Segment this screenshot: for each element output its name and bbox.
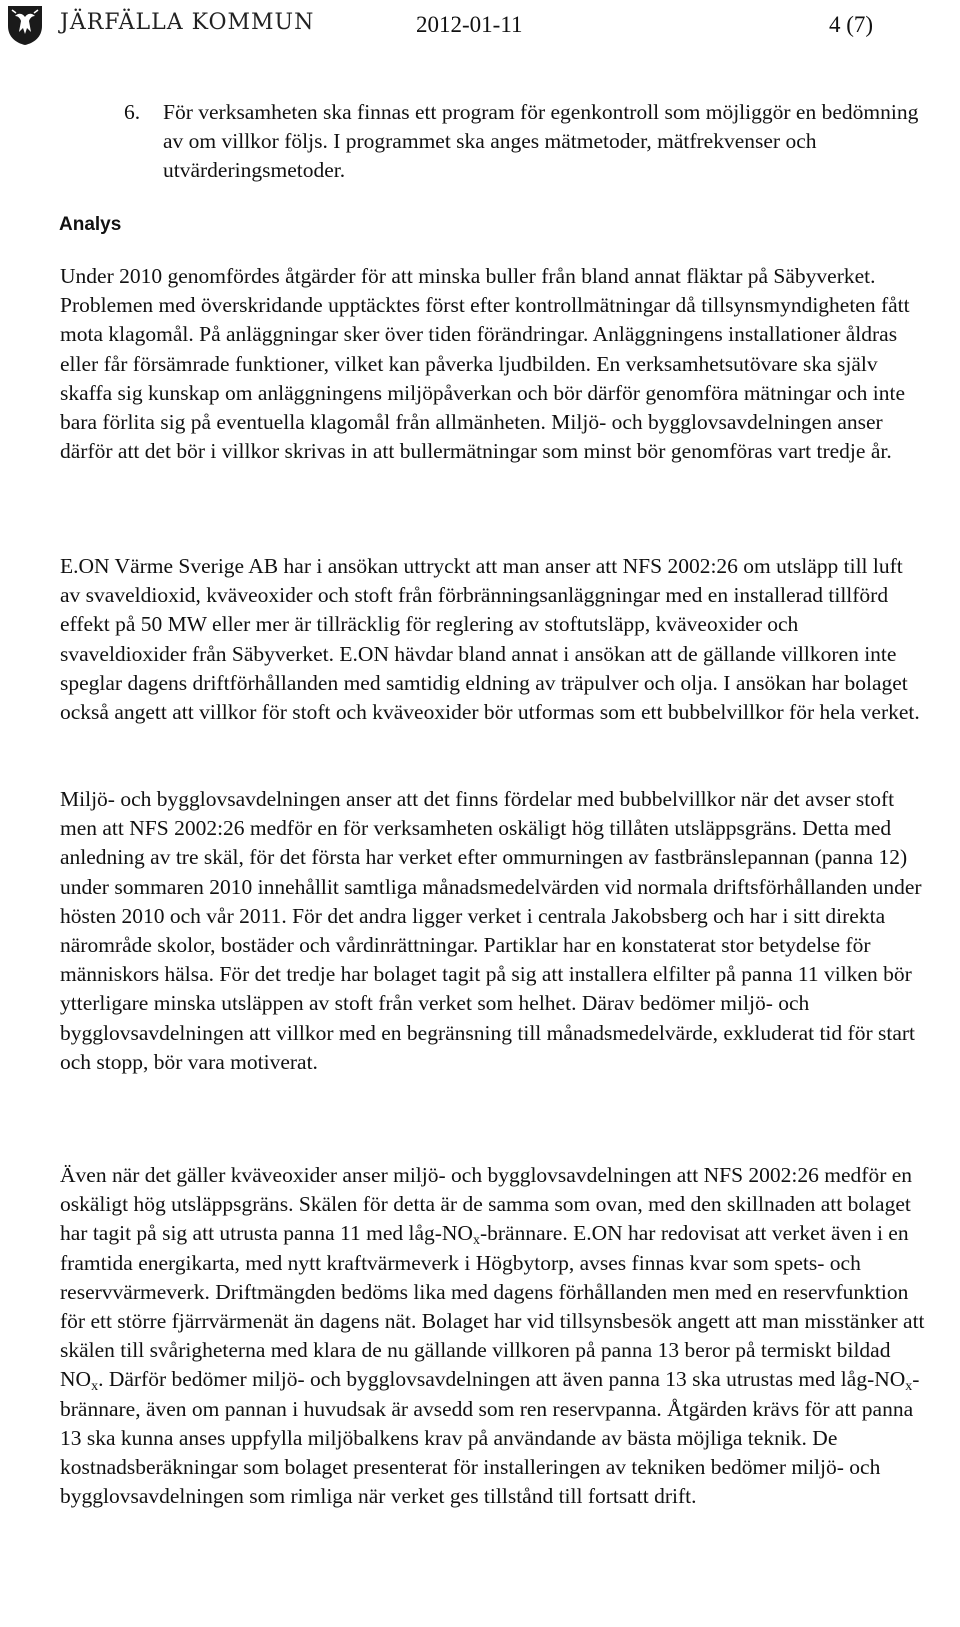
paragraph-noise: Under 2010 genomfördes åtgärder för att minska buller från bland annat fläktar på Säbyverket. Problemen med överskridande upptäcktes först efter kontrollmätningar då tillsynsmyndigheten fått mota klagomål. På anläggningar sker över tiden förändringar. Anläggningens installationer åldras eller får försämrade funktioner, vilket kan påverka ljudbilden. En verksamhetsutövare ska själv skaffa sig kunskap om anläggningens miljöpåverkan och bör därför genomföra mätningar och inte bara förlita sig på eventuella klagomål från allmänheten. Miljö- och bygglovsavdelningen anser därför att det bör i villkor skrivas in att bullermätningar som minst bör genomföras vart tredje år. [60,264,910,464]
paragraph-nitrogen-oxides [60,1161,928,1511]
text-segment: -brännare, även om pannan i huvudsak är avsedd som ren reservpanna. Åtgärden krävs för att panna 13 ska kunna anses uppfylla miljöbalkens krav på användande av bästa möjliga teknik. De kostnadsberäkningar som bolaget presenterat för installeringen av tekniken bedömer miljö- och bygglovsavdelningen som rimliga när verket ges tillstånd till fortsatt drift. [60,1367,920,1509]
text-segment: Även när det gäller kväveoxider anser miljö- och bygglovsavdelningen att NFS 2002:26 medför en oskäligt hög utsläppsgräns. Skälen för detta är de samma som ovan, med den skillnaden att bolaget har tagit på sig att utrusta panna 11 med låg-NO [60,1163,913,1246]
subscript: x [91,1379,99,1395]
coat-of-arms-icon [6,4,44,46]
list-item-number: 6. [124,100,141,124]
paragraph-dust-limits: Miljö- och bygglovsavdelningen anser att det finns fördelar med bubbelvillkor när det avser stoft men att NFS 2002:26 medför en för verksamheten oskäligt hög tillåten utsläppsgräns. Detta med anledning av tre skäl, för det första har verket efter ommurningen av fastbränslepannan (panna 12) under sommaren 2010 innehållit samtliga månadsmedelvärden vid normala driftsförhållanden under hösten 2010 och vår 2011. För det andra ligger verket i centrala Jakobsberg och har i sitt direkta närområde skolor, bostäder och vårdinrättningar. Partiklar har en konstaterat stor betydelse för människors hälsa. För det tredje har bolaget tagit på sig att installera elfilter på panna 11 vilken bör ytterligare minska utsläppen av stoft från verket som helhet. Därav bedömer miljö- och bygglovsavdelningen att villkor med en begränsning till månadsmedelvärde, exkluderat tid för start och stopp, bör vara motiverat. [60,787,922,1074]
subscript: x [905,1379,913,1395]
paragraph-eon-application: E.ON Värme Sverige AB har i ansökan uttryckt att man anser att NFS 2002:26 om utsläpp till luft av svaveldioxid, kväveoxider och stoft från förbränningsanläggningar med en installerad tillförd effekt på 50 MW eller mer är tillräcklig för reglering av stoftutsläpp, kväveoxider och svaveldioxider från Säbyverket. E.ON hävdar bland annat i ansökan att de gällande villkoren inte speglar dagens driftförhållanden med samtidig eldning av träpulver och olja. I ansökan har bolaget också angett att villkor för stoft och kväveoxider bör utformas som ett bubbelvillkor för hela verket. [60,554,920,725]
text-segment: -brännare. E.ON har redovisat att verket även i en framtida energikarta, med nytt kraftvärmeverk i Högbytorp, avses finnas kvar som spets- och reservvärmeverk. Driftmängden bedöms lika med dagens förhållanden men med en reservfunktion för ett större fjärrvärmenät än dagens nät. Bolaget har vid tillsynsbesök angett att man misstänker att skälen till svårigheterna med klara de nu gällande villkoren på panna 13 beror på termiskt bildad NO [60,1221,925,1392]
page-header [0,0,960,60]
section-heading: Analys [59,214,122,235]
organization-name: JÄRFÄLLA KOMMUN [60,10,315,35]
list-item-text: För verksamheten ska finnas ett program för egenkontroll som möjliggör en bedömning av om villkor följs. I programmet ska anges mätmetoder, mätfrekvenser och utvärderingsmetoder. [163,100,919,183]
subscript: x [472,1233,480,1249]
page-number: 4 (7) [829,12,874,37]
document-date: 2012-01-11 [416,12,523,37]
text-segment: . Därför bedömer miljö- och bygglovsavdelningen att även panna 13 ska utrustas med låg-NO [98,1367,906,1392]
